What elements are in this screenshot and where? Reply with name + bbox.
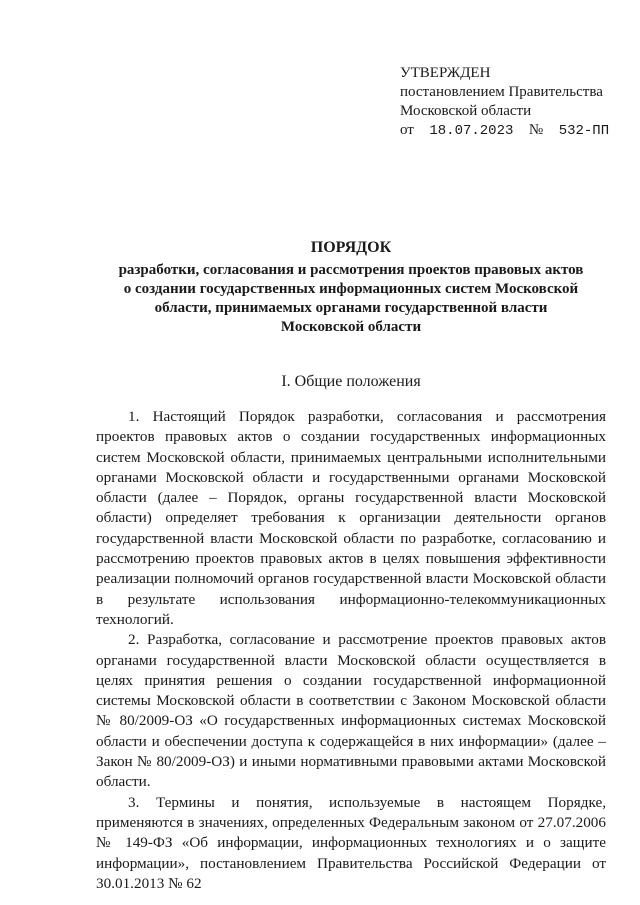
approval-date-number <box>400 121 609 141</box>
paragraph-1: 1. Настоящий Порядок разработки, согласования и рассмотрения проектов правовых актов о создании государственных информационных систем Московской области, принимаемых центральными исполнительными органами Московской области и государственными органами Московской области (далее – Порядок, органы государственной власти Московской области) определяет требования к организации деятельности органов государственной власти Московской области по разработке, согласованию и рассмотрению проектов правовых актов в целях повышения эффективности реализации полномочий органов государственной власти Московской области в результате использования информационно-телекоммуникационных технологий. <box>96 408 606 628</box>
approval-stamp <box>400 64 609 141</box>
approval-number: 532-ПП <box>558 123 610 139</box>
title-main: ПОРЯДОК <box>310 239 392 256</box>
section-heading: I. Общие положения <box>281 373 421 390</box>
approval-heading: УТВЕРЖДЕН <box>400 65 491 81</box>
approval-region: Московской области <box>400 103 532 119</box>
document-body <box>96 407 606 894</box>
paragraph-2: 2. Разработка, согласование и рассмотрение проектов правовых актов органами государственной власти Московской области осуществляется в целях принятия решения о создании государственной информационной системы Московской области в соответствии с Законом Московской области № 80/2009-ОЗ «О государственных информационных системах Московской области и обеспечении доступа к содержащейся в них информации» (далее – Закон № 80/2009-ОЗ) и иными нормативными правовыми актами Московской области. <box>96 631 606 791</box>
approval-authority: постановлением Правительства <box>400 84 603 100</box>
title-subtitle-line-1: разработки, согласования и рассмотрения проектов правовых актов <box>118 262 584 278</box>
approval-number-sign: № <box>528 122 544 138</box>
approval-date: 18.07.2023 <box>429 123 514 139</box>
document-title <box>96 238 606 337</box>
title-subtitle-line-4: Московской области <box>280 319 422 335</box>
paragraph-3: 3. Термины и понятия, используемые в настоящем Порядке, применяются в значениях, определенных Федеральным законом от 27.07.2006 № 149-ФЗ «Об информации, информационных технологиях и о защите информации», постановлением Правительства Российской Федерации от 30.01.2013 № 62 <box>96 793 606 892</box>
title-subtitle-line-3: области, принимаемых органами государственной власти <box>154 300 548 316</box>
approval-from-label: от <box>400 122 414 138</box>
title-subtitle-line-2: о создании государственных информационных систем Московской <box>123 281 579 297</box>
